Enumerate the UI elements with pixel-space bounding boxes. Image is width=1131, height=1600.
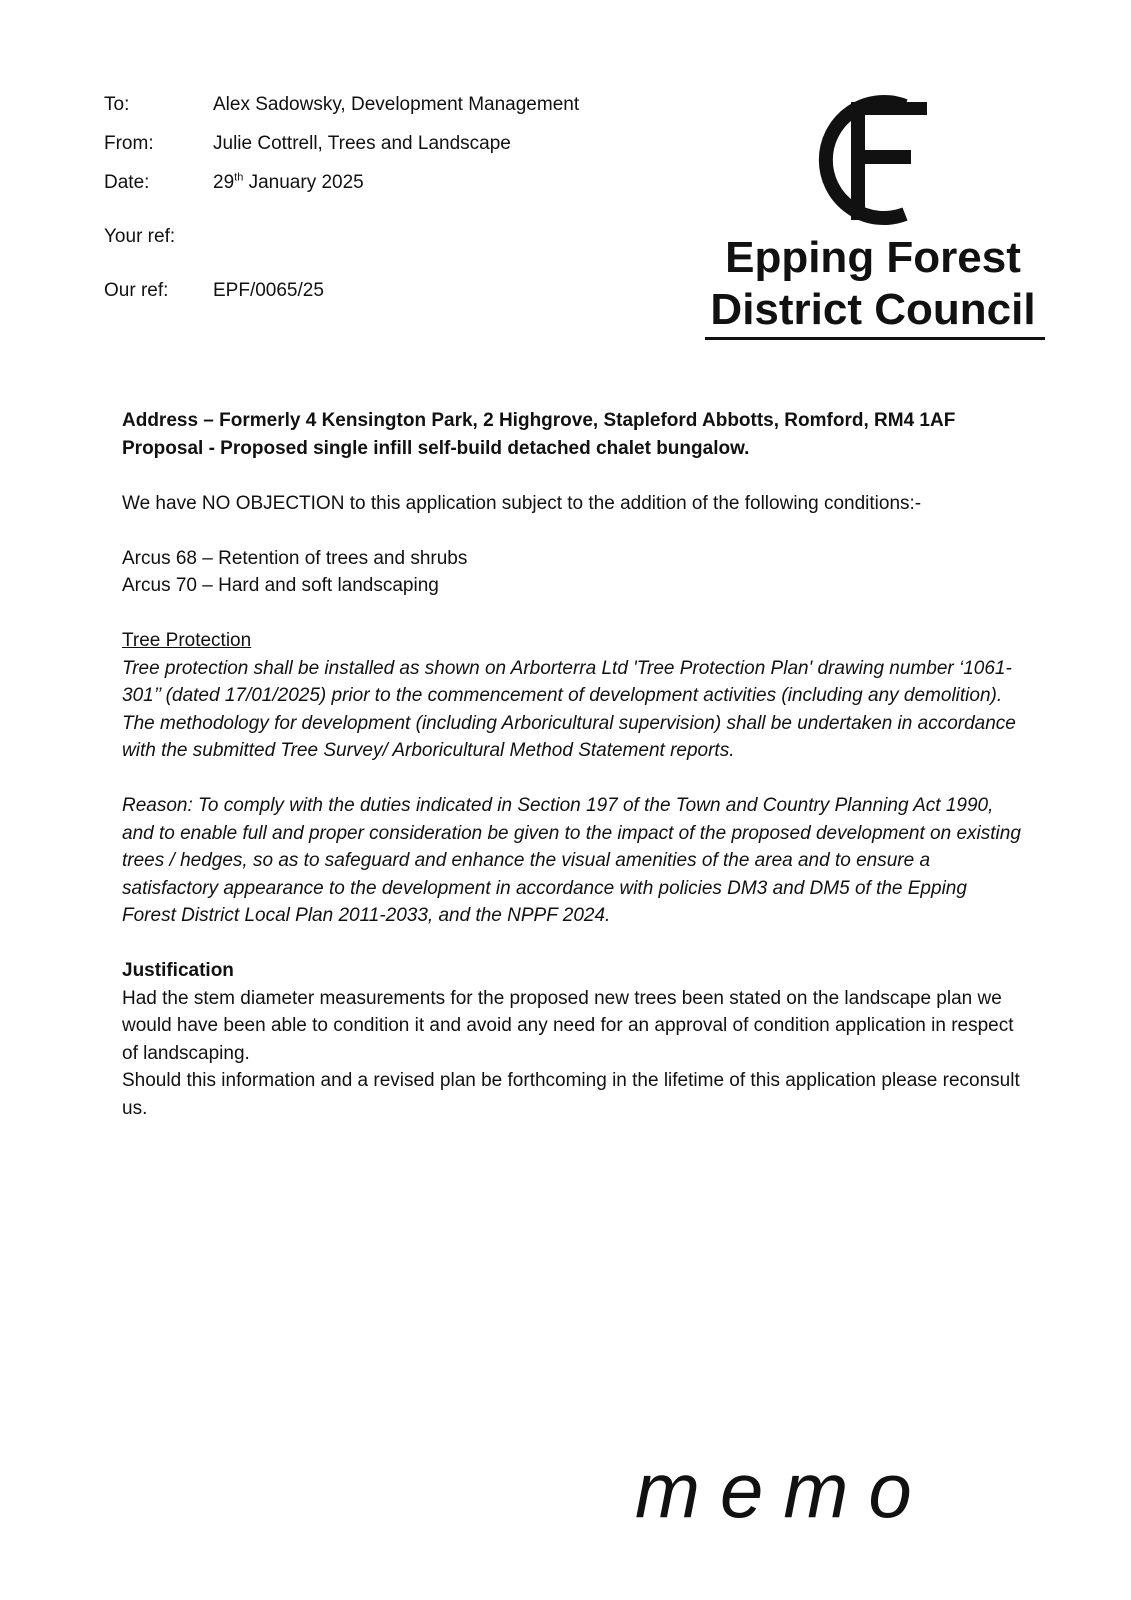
no-objection-statement: We have NO OBJECTION to this application subject to the addition of the following conditions:- <box>122 492 922 514</box>
logo-underline <box>705 337 1045 340</box>
reason-text: Reason: To comply with the duties indicated in Section 197 of the Town and Country Planning Act 1990, and to enable full and proper consideration be given to the impact of the proposed development on existing trees / hedges, so as to safeguard and enhance the visual amenities of the area and to ensure a satisfactory appearance to the development in accordance with policies DM3 and DM5 of the Epping Forest District Local Plan 2011-2033, and the NPPF 2024. <box>122 795 1021 926</box>
justification-heading: Justification <box>122 960 234 981</box>
condition-item: Arcus 68 – Retention of trees and shrubs <box>122 547 468 569</box>
date-day: 29 <box>213 172 235 193</box>
council-name <box>698 232 1048 336</box>
tree-protection-heading: Tree Protection <box>122 630 252 651</box>
date-rest: January 2025 <box>243 172 364 193</box>
council-name-line2: District Council <box>710 285 1036 334</box>
condition-item: Arcus 70 – Hard and soft landscaping <box>122 575 439 596</box>
from-value: Julie Cottrell, Trees and Landscape <box>213 133 511 154</box>
reconsult-text: Should this information and a revised plan be forthcoming in the lifetime of this application please reconsult us. <box>122 1070 1020 1119</box>
memo-label: memo <box>635 1446 932 1534</box>
your-ref-label: Your ref: <box>104 226 176 247</box>
date-label: Date: <box>104 172 150 193</box>
date-value <box>213 172 364 194</box>
justification-text: Had the stem diameter measurements for the proposed new trees been stated on the landscape plan we would have been able to condition it and avoid any need for an approval of condition application in respect of landscaping. <box>122 987 1014 1064</box>
our-ref-label: Our ref: <box>104 280 169 301</box>
proposal-line: Proposal - Proposed single infill self-build detached chalet bungalow. <box>122 437 750 459</box>
council-name-line1: Epping Forest <box>725 233 1021 282</box>
address-line: Address – Formerly 4 Kensington Park, 2 Highgrove, Stapleford Abbotts, Romford, RM4 1AF <box>122 410 956 431</box>
our-ref-value: EPF/0065/25 <box>213 280 324 301</box>
council-logo-icon <box>805 90 935 230</box>
date-suffix: th <box>234 171 244 184</box>
from-label: From: <box>104 133 154 154</box>
to-label: To: <box>104 94 130 115</box>
to-value: Alex Sadowsky, Development Management <box>213 94 580 115</box>
memo-body <box>122 407 1022 1122</box>
methodology-text: The methodology for development (including Arboricultural supervision) shall be undertaken in accordance with the submitted Tree Survey/ Arboricultural Method Statement reports. <box>122 712 1016 761</box>
tree-protection-text: Tree protection shall be installed as shown on Arborterra Ltd 'Tree Protection Plan' drawing number ‘1061-301’’ (dated 17/01/2025) prior to the commencement of development activities (including any demolition). <box>122 657 1012 706</box>
